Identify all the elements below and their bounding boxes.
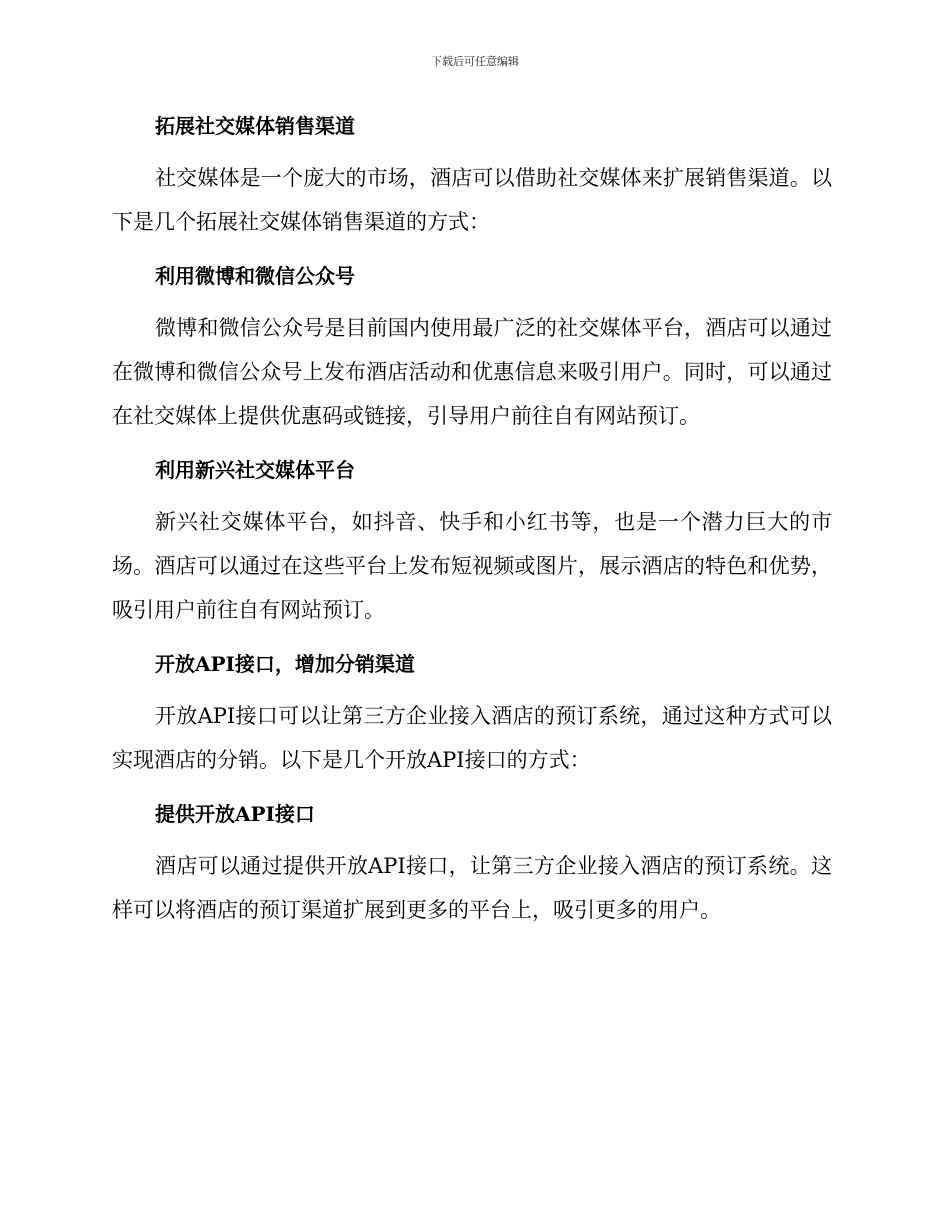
page-header: 下载后可任意编辑 <box>431 55 519 68</box>
section-paragraph-provide-api: 酒店可以通过提供开放API接口，让第三方企业接入酒店的预订系统。这样可以将酒店的预订渠道扩展到更多的平台上，吸引更多的用户。 <box>112 854 832 922</box>
section-heading-emerging-platforms: 利用新兴社交媒体平台 <box>155 458 355 482</box>
section-paragraph-open-api: 开放API接口可以让第三方企业接入酒店的预订系统，通过这种方式可以实现酒店的分销。以下是几个开放API接口的方式： <box>112 704 832 772</box>
section-paragraph-emerging-platforms: 新兴社交媒体平台，如抖音、快手和小红书等，也是一个潜力巨大的市场。酒店可以通过在这些平台上发布短视频或图片，展示酒店的特色和优势，吸引用户前往自有网站预订。 <box>112 510 832 622</box>
section-heading-social-channels: 拓展社交媒体销售渠道 <box>155 114 355 138</box>
section-heading-provide-api: 提供开放API接口 <box>155 802 315 826</box>
section-paragraph-social-channels: 社交媒体是一个庞大的市场，酒店可以借助社交媒体来扩展销售渠道。以下是几个拓展社交媒体销售渠道的方式： <box>112 166 832 234</box>
document-body <box>112 104 832 942</box>
section-heading-open-api: 开放API接口，增加分销渠道 <box>155 652 415 676</box>
section-paragraph-weibo-wechat: 微博和微信公众号是目前国内使用最广泛的社交媒体平台，酒店可以通过在微博和微信公众号上发布酒店活动和优惠信息来吸引用户。同时，可以通过在社交媒体上提供优惠码或链接，引导用户前往自有网站预订。 <box>112 316 832 428</box>
section-heading-weibo-wechat: 利用微博和微信公众号 <box>155 264 355 288</box>
